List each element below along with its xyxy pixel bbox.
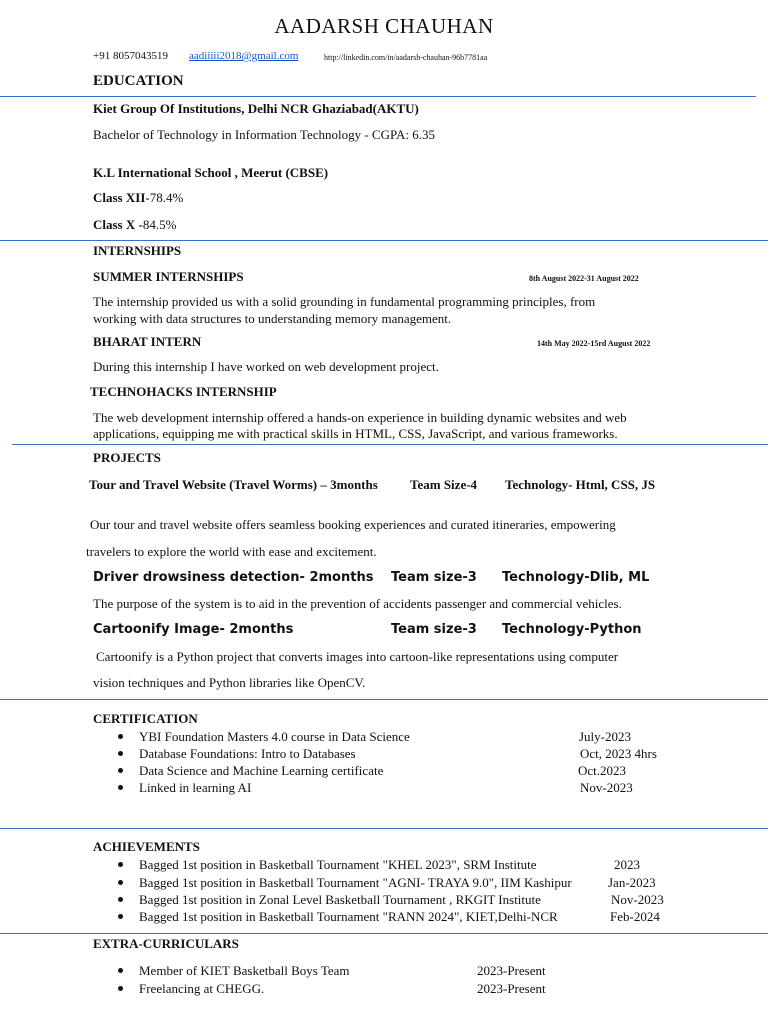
project-title: Driver drowsiness detection- 2months xyxy=(93,570,374,585)
internship-description: working with data structures to understanding memory management. xyxy=(93,311,452,326)
list-item: Database Foundations: Intro to Databases xyxy=(118,746,356,762)
list-item-date: July-2023 xyxy=(579,729,631,744)
degree-line: Bachelor of Technology in Information Technology - CGPA: 6.35 xyxy=(93,127,436,142)
list-item-date: Feb-2024 xyxy=(610,909,660,924)
list-item: Freelancing at CHEGG. xyxy=(118,981,264,997)
list-item: Bagged 1st position in Zonal Level Basketball Tournament , RKGIT Institute xyxy=(118,892,541,908)
list-item: Bagged 1st position in Basketball Tournament "RANN 2024", KIET,Delhi-NCR xyxy=(118,909,558,925)
section-divider xyxy=(0,699,768,700)
project-title: Tour and Travel Website (Travel Worms) – 3months xyxy=(89,477,378,492)
list-item: Member of KIET Basketball Boys Team xyxy=(118,963,350,979)
extra-curriculars-heading: EXTRA-CURRICULARS xyxy=(93,936,239,951)
internship-date: 8th August 2022-31 August 2022 xyxy=(529,274,639,283)
achievements-heading: ACHIEVEMENTS xyxy=(93,839,200,854)
section-divider xyxy=(0,828,768,829)
projects-heading: PROJECTS xyxy=(93,450,161,465)
project-team-size: Team size-3 xyxy=(391,570,477,585)
certification-heading: CERTIFICATION xyxy=(93,711,198,726)
list-item-date: 2023-Present xyxy=(477,981,546,996)
project-description: Our tour and travel website offers seamless booking experiences and curated itineraries, empowering xyxy=(90,517,616,532)
list-item-date: Nov-2023 xyxy=(611,892,664,907)
class-x-line xyxy=(93,217,176,233)
class-xii-score: -78.4% xyxy=(145,190,184,205)
list-item: Bagged 1st position in Basketball Tournament "KHEL 2023", SRM Institute xyxy=(118,857,537,873)
list-item: Bagged 1st position in Basketball Tournament "AGNI- TRAYA 9.0", IIM Kashipur xyxy=(118,875,572,891)
list-item-date: Nov-2023 xyxy=(580,780,633,795)
class-xii-label: Class XII xyxy=(93,190,146,205)
internship-description: During this internship I have worked on web development project. xyxy=(93,359,439,374)
project-team-size: Team size-3 xyxy=(391,622,477,637)
internship-title: TECHNOHACKS INTERNSHIP xyxy=(90,384,277,399)
list-item-date: Jan-2023 xyxy=(608,875,656,890)
project-technology: Technology-Python xyxy=(502,622,642,637)
class-x-score: 84.5% xyxy=(142,217,177,232)
project-description: The purpose of the system is to aid in the prevention of accidents passenger and commercial vehicles. xyxy=(93,596,622,611)
internship-description: applications, equipping me with practical skills in HTML, CSS, JavaScript, and various frameworks. xyxy=(93,426,618,441)
list-item-date: Oct, 2023 4hrs xyxy=(580,746,657,761)
phone-number: +91 8057043519 xyxy=(93,50,168,62)
linkedin-link[interactable]: http://linkedin.com/in/aadarsh-chauhan-96b7781aa xyxy=(324,53,488,62)
internship-description: The web development internship offered a hands-on experience in building dynamic websites and web xyxy=(93,410,627,425)
list-item: YBI Foundation Masters 4.0 course in Data Science xyxy=(118,729,410,745)
project-title: Cartoonify Image- 2months xyxy=(93,622,294,637)
internship-title: BHARAT INTERN xyxy=(93,334,202,349)
internship-description: The internship provided us with a solid grounding in fundamental programming principles, from xyxy=(93,294,596,309)
list-item-date: 2023 xyxy=(614,857,640,872)
college-name: Kiet Group Of Institutions, Delhi NCR Ghaziabad(AKTU) xyxy=(93,101,419,116)
project-team-size: Team Size-4 xyxy=(410,477,478,492)
project-description: Cartoonify is a Python project that converts images into cartoon-like representations using computer xyxy=(96,649,619,664)
internship-title: SUMMER INTERNSHIPS xyxy=(93,269,244,284)
education-heading: EDUCATION xyxy=(93,73,184,89)
candidate-name: AADARSH CHAUHAN xyxy=(274,14,494,38)
email-link[interactable]: aadiiiii2018@gmail.com xyxy=(189,50,299,62)
section-divider xyxy=(0,240,768,241)
class-x-label: Class X - xyxy=(93,217,143,232)
project-description: travelers to explore the world with ease and excitement. xyxy=(86,544,377,559)
project-technology: Technology-Dlib, ML xyxy=(502,570,650,585)
class-xii-line xyxy=(93,190,183,206)
section-divider xyxy=(0,933,768,934)
project-technology: Technology- Html, CSS, JS xyxy=(505,477,656,492)
section-divider xyxy=(0,96,756,97)
internships-heading: INTERNSHIPS xyxy=(93,243,182,258)
project-description: vision techniques and Python libraries like OpenCV. xyxy=(93,675,366,690)
section-divider xyxy=(12,444,768,445)
list-item-date: Oct.2023 xyxy=(578,763,627,778)
school-name: K.L International School , Meerut (CBSE) xyxy=(93,165,329,180)
list-item: Data Science and Machine Learning certificate xyxy=(118,763,383,779)
internship-date: 14th May 2022-15rd August 2022 xyxy=(537,339,651,348)
list-item: Linked in learning AI xyxy=(118,780,251,796)
list-item-date: 2023-Present xyxy=(477,963,546,978)
